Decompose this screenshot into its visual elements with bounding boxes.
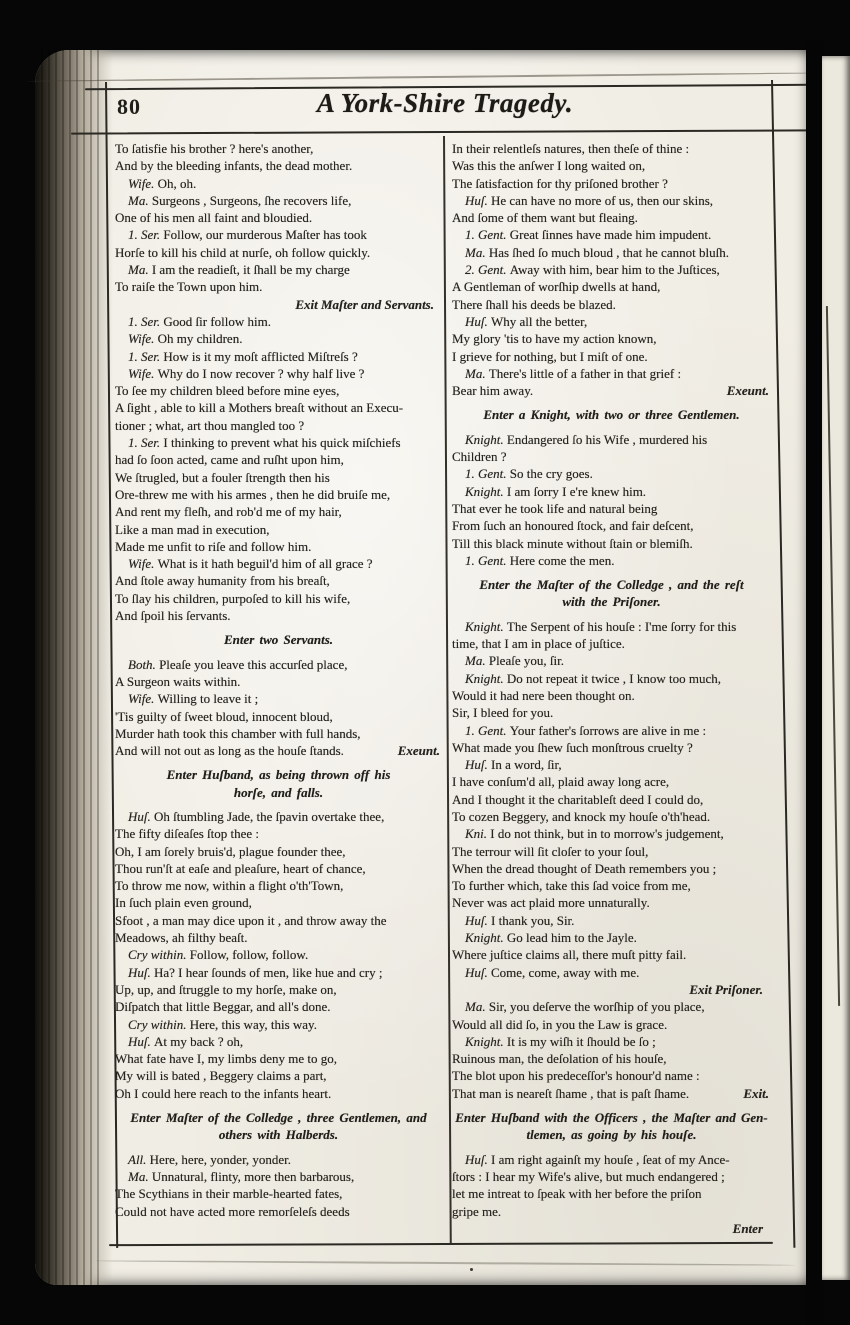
speaker-prefix: Huſ. — [465, 1151, 491, 1167]
stage-direction-line: horſe, and falls. — [233, 784, 324, 800]
speaker-prefix: Ma. — [128, 192, 152, 208]
verse-line: Huſ. Oh ſtumbling Jade, the ſpavin overtake thee, — [128, 808, 385, 824]
verse-line: Huſ. Ha? I hear ſounds of men, like hue and cry ; — [128, 964, 383, 980]
verse-line: Ma. Sir, you deſerve the worſhip of you place, — [465, 999, 705, 1015]
stage-direction-line: Enter Huſband, as being thrown off his — [166, 767, 391, 783]
verse-line: Wife. Willing to leave it ; — [128, 691, 259, 707]
stage-direction-line: others with Halberds. — [218, 1127, 339, 1143]
speaker-prefix: Knight. — [465, 930, 507, 946]
verse-line: Ma. I am the readieſt, it ſhall be my charge — [128, 262, 350, 278]
speaker-prefix: Cry within. — [128, 947, 190, 963]
verse-line: Huſ. At my back ? oh, — [128, 1033, 244, 1049]
verse-line: 'Tis guilty of ſweet bloud, innocent bloud, — [115, 708, 333, 724]
exit-direction-label: Exeunt. — [726, 383, 769, 399]
verse-line: What fate have I, my limbs deny me to go, — [115, 1051, 338, 1067]
verse-line: let me intreat to ſpeak with her before the priſon — [452, 1186, 702, 1202]
verse-line: 1. Ser. How is it my moſt afflicted Miſtreſs ? — [128, 348, 358, 364]
verse-line: Huſ. He can have no more of us, then our skins, — [465, 192, 714, 208]
verse-line: Horſe to kill his child at nurſe, oh follow quickly. — [115, 244, 371, 260]
speaker-prefix: 1. Gent. — [465, 722, 510, 738]
speaker-prefix: Wife. — [128, 365, 158, 381]
stage-direction-line: Enter two Servants. — [223, 632, 334, 648]
verse-line: Knight. Go lead him to the Jayle. — [465, 930, 637, 946]
verse-line: Huſ. Come, come, away with me. — [465, 964, 640, 980]
verse-line: Made me unfit to riſe and follow him. — [115, 538, 312, 554]
verse-line: The Scythians in their marble-hearted fates, — [115, 1186, 343, 1202]
verse-line: Ma. There's little of a father in that grief : — [465, 365, 682, 381]
stage-direction — [115, 766, 442, 801]
verse-line: In their relentleſs natures, then theſe of thine : — [452, 141, 690, 156]
verse-line: The ſatisfaction for thy priſoned brother ? — [452, 175, 668, 191]
verse-line: To ſlay his children, purpoſed to kill his wife, — [115, 590, 351, 606]
verse-line: A Surgeon waits within. — [115, 673, 241, 689]
verse-line: I grieve for nothing, but I miſt of one. — [452, 348, 648, 364]
stage-direction-line: with the Priſoner. — [562, 594, 661, 610]
speaker-prefix: 2. Gent. — [465, 262, 510, 278]
verse-line: To ſee my children bleed before mine eyes, — [115, 383, 340, 399]
speaker-prefix: Knight. — [465, 618, 507, 634]
speaker-prefix: Ma. — [128, 262, 152, 278]
verse-line: Ma. Unnatural, flinty, more then barbarous, — [128, 1168, 355, 1184]
stage-direction — [452, 576, 771, 611]
speaker-prefix: Huſ. — [128, 964, 154, 980]
verse-line: I have conſum'd all, plaid away long acre, — [452, 774, 670, 790]
stage-direction — [115, 631, 442, 648]
verse-line: Exeunt. And will not out as long as the houſe ſtands. — [115, 743, 440, 759]
verse-line: Where juſtice claims all, there muſt pitty fail. — [452, 947, 687, 963]
verse-line: All. Here, here, yonder, yonder. — [128, 1151, 292, 1167]
verse-line: Diſpatch that little Beggar, and all's done. — [115, 999, 331, 1015]
next-page-frame-rule — [826, 306, 840, 1006]
speaker-prefix: Ma. — [128, 1168, 152, 1184]
verse-line: Wife. Oh my children. — [128, 331, 243, 347]
verse-line: And ſpoil his ſervants. — [115, 608, 231, 624]
verse-line: Would it had nere been thought on. — [452, 687, 635, 703]
verse-line: Knight. The Serpent of his houſe : I'me ſorry for this — [465, 618, 737, 634]
verse-line: My glory 'tis to have my action known, — [452, 331, 657, 347]
book-spine-streaks — [41, 50, 99, 1285]
speaker-prefix: 1. Ser. — [128, 227, 164, 243]
speaker-prefix: Wife. — [128, 691, 158, 707]
exit-direction — [115, 296, 442, 313]
stage-direction-line: Enter Maſter of the Colledge , three Gentlemen, and — [130, 1110, 427, 1126]
verse-line: Never was act plaid more unnaturally. — [452, 895, 650, 911]
verse-line: The blot upon his predeceſſor's honour'd name : — [452, 1068, 700, 1084]
speaker-prefix: Wife. — [128, 331, 158, 347]
page-crease-top — [25, 72, 835, 82]
verse-line: Huſ. Why all the better, — [465, 313, 588, 329]
verse-line: Knight. Do not repeat it twice , I know too much, — [465, 670, 721, 686]
verse-line: 1. Gent. Here come the men. — [465, 552, 615, 568]
verse-line: had ſo ſoon acted, came and ruſht upon him, — [115, 452, 344, 468]
right-text-column — [452, 140, 771, 1242]
page-number: 80 — [117, 94, 141, 119]
exit-direction-label: Exit. — [743, 1085, 769, 1101]
speaker-prefix: Knight. — [465, 431, 507, 447]
verse-line: When the dread thought of Death remembers you ; — [452, 860, 717, 876]
header-rule-bottom — [71, 129, 811, 134]
speaker-prefix: Wife. — [128, 556, 158, 572]
verse-line: 1. Gent. Great ſinnes have made him impudent. — [465, 227, 712, 243]
verse-line: Ruinous man, the deſolation of his houſe, — [452, 1051, 667, 1067]
verse-line: 1. Ser. Follow, our murderous Maſter has took — [128, 227, 367, 243]
stage-direction-line: Enter Huſband with the Officers , the Maſter and Gen- — [455, 1110, 768, 1126]
verse-line: Like a man mad in execution, — [115, 521, 270, 537]
verse-line: Knight. Endangered ſo his Wife , murdered his — [465, 431, 708, 447]
verse-line: Kni. I do not think, but in to morrow's judgement, — [465, 826, 724, 842]
verse-line: Knight. It is my wiſh it ſhould be ſo ; — [465, 1033, 656, 1049]
verse-line: And ſtole away humanity from his breaſt, — [115, 573, 330, 589]
verse-line: Thou run'ſt at eaſe and pleaſure, heart of chance, — [115, 860, 366, 876]
verse-line: To raiſe the Town upon him. — [115, 279, 263, 295]
verse-line: Wife. Oh, oh. — [128, 175, 197, 191]
verse-line: Oh, I am ſorely bruis'd, plague founder thee, — [115, 843, 346, 859]
frame-rule-bottom — [109, 1242, 773, 1246]
verse-line: Oh I could here reach to the infants heart. — [115, 1085, 332, 1101]
verse-line: To further which, take this ſad voice from me, — [452, 878, 691, 894]
verse-line: 2. Gent. Away with him, bear him to the Juſtices, — [465, 262, 720, 278]
speaker-prefix: 1. Ser. — [128, 348, 164, 364]
verse-line: A ſight , able to kill a Mothers breaſt without an Execu- — [115, 400, 404, 416]
exit-direction-label: Exit Maſter and Servants. — [295, 296, 434, 312]
verse-line: That ever he took life and natural being — [452, 500, 658, 516]
exit-direction-label: Exit Priſoner. — [689, 981, 763, 997]
verse-line: To throw me now, within a flight o'th'Town, — [115, 878, 344, 894]
stage-direction-line: Enter the Maſter of the Colledge , and the reſt — [479, 577, 744, 593]
speaker-prefix: Huſ. — [465, 757, 491, 773]
verse-line: Exit. That man is neareſt ſhame , that is paſt ſhame. — [452, 1085, 769, 1101]
speaker-prefix: Huſ. — [465, 964, 491, 980]
stage-direction-line: tlemen, as going by his houſe. — [526, 1127, 697, 1143]
verse-line: Till this black minute without ſtain or blemiſh. — [452, 535, 693, 551]
speaker-prefix: 1. Gent. — [465, 466, 510, 482]
verse-line: To ſatisfie his brother ? here's another, — [115, 141, 314, 156]
speaker-prefix: 1. Gent. — [465, 227, 510, 243]
verse-line: Ma. Has ſhed ſo much bloud , that he cannot bluſh. — [465, 244, 729, 260]
frame-rule-right — [771, 80, 795, 1248]
verse-line: Huſ. I thank you, Sir. — [465, 912, 575, 928]
verse-line: Ma. Surgeons , Surgeons, ſhe recovers life, — [128, 192, 352, 208]
verse-line: A Gentleman of worſhip dwells at hand, — [452, 279, 661, 295]
speaker-prefix: Kni. — [465, 826, 491, 842]
stage-direction — [452, 1109, 771, 1144]
verse-line: The terrour will ſit cloſer to your ſoul, — [452, 843, 649, 859]
verse-line: And I thought it the charitableſt deed I could do, — [452, 791, 704, 807]
stage-direction — [115, 1109, 442, 1144]
speaker-prefix: All. — [128, 1151, 150, 1167]
speaker-prefix: Ma. — [465, 365, 489, 381]
speaker-prefix: Ma. — [465, 653, 489, 669]
verse-line: From ſuch an honoured ſtock, and fair deſcent, — [452, 518, 694, 534]
speaker-prefix: Knight. — [465, 670, 507, 686]
speaker-prefix: Cry within. — [128, 1016, 190, 1032]
verse-line: Huſ. In a word, ſir, — [465, 757, 562, 773]
ink-speck — [470, 1268, 473, 1271]
speaker-prefix: Ma. — [465, 999, 489, 1015]
speaker-prefix: 1. Gent. — [465, 552, 510, 568]
verse-line: Cry within. Follow, follow, follow. — [128, 947, 309, 963]
verse-line: Ma. Pleaſe you, ſir. — [465, 653, 564, 669]
verse-line: To cozen Beggery, and knock my houſe o'th'head. — [452, 808, 711, 824]
stage-direction-line: Enter a Knight, with two or three Gentlemen. — [483, 407, 740, 423]
verse-line: 1. Ser. Good ſir follow him. — [128, 313, 271, 329]
verse-line: Knight. I am ſorry I e're knew him. — [465, 483, 647, 499]
verse-line: Wife. Why do I now recover ? why half live ? — [128, 365, 365, 381]
verse-line: Children ? — [452, 449, 507, 465]
left-text-column — [115, 140, 442, 1242]
verse-line: Murder hath took this chamber with full hands, — [115, 725, 361, 741]
verse-line: tioner ; what, art thou mangled too ? — [115, 417, 305, 433]
exit-direction-label: Exeunt. — [397, 743, 440, 759]
verse-line: We ſtrugled, but a fouler ſtrength then his — [115, 469, 330, 485]
verse-line: Huſ. I am right againſt my houſe , ſeat of my Ance- — [465, 1151, 730, 1167]
verse-line: Sir, I bleed for you. — [452, 705, 554, 721]
verse-line: Exeunt. Bear him away. — [452, 383, 769, 399]
speaker-prefix: 1. Ser. — [128, 435, 164, 451]
verse-line: 1. Gent. Your father's ſorrows are alive in me : — [465, 722, 707, 738]
verse-line: time, that I am in place of juſtice. — [452, 636, 625, 652]
speaker-prefix: Ma. — [465, 244, 489, 260]
speaker-prefix: 1. Ser. — [128, 313, 164, 329]
column-divider-rule — [443, 136, 451, 1244]
speaker-prefix: Both. — [128, 656, 160, 672]
page-crease-bottom — [95, 1260, 795, 1266]
verse-line: Up, up, and ſtruggle to my horſe, make on, — [115, 981, 337, 997]
speaker-prefix: Huſ. — [128, 1033, 154, 1049]
verse-line: What made you ſhew ſuch monſtrous cruelty ? — [452, 739, 693, 755]
verse-line: And by the bleeding infants, the dead mother. — [115, 158, 353, 174]
verse-line: There ſhall his deeds be blazed. — [452, 296, 616, 312]
verse-line: Sfoot , a man may dice upon it , and throw away the — [115, 912, 387, 928]
speaker-prefix: Huſ. — [465, 192, 491, 208]
verse-line: One of his men all faint and bloudied. — [115, 210, 313, 226]
speaker-prefix: Knight. — [465, 1033, 507, 1049]
book-page — [35, 50, 810, 1285]
stage-direction — [452, 406, 771, 423]
verse-line: Would all did ſo, in you the Law is grace. — [452, 1016, 668, 1032]
exit-direction — [452, 1220, 771, 1237]
speaker-prefix: Huſ. — [465, 912, 491, 928]
next-page-sliver — [822, 56, 850, 1280]
verse-line: The fifty diſeaſes ſtop thee : — [115, 826, 260, 842]
verse-line: In ſuch plain even ground, — [115, 895, 252, 911]
verse-line: My will is bated , Beggery claims a part, — [115, 1068, 327, 1084]
verse-line: gripe me. — [452, 1203, 502, 1219]
speaker-prefix: Huſ. — [128, 808, 154, 824]
speaker-prefix: Wife. — [128, 175, 158, 191]
speaker-prefix: Knight. — [465, 483, 507, 499]
verse-line: 1. Ser. I thinking to prevent what his quick miſchiefs — [128, 435, 401, 451]
verse-line: Could not have acted more remorſeleſs deeds — [115, 1203, 350, 1219]
verse-line: And ſome of them want but fleaing. — [452, 210, 638, 226]
exit-direction — [452, 981, 771, 998]
verse-line: Meadows, ah filthy beaſt. — [115, 930, 248, 946]
verse-line: Wife. What is it hath beguil'd him of all grace ? — [128, 556, 373, 572]
running-title: A York-Shire Tragedy. — [316, 88, 574, 118]
exit-direction-label: Enter — [732, 1220, 763, 1236]
verse-line: Ore-threw me with his armes , then he did bruiſe me, — [115, 486, 391, 502]
verse-line: And rent my fleſh, and rob'd me of my hair, — [115, 504, 342, 520]
speaker-prefix: Huſ. — [465, 313, 491, 329]
verse-line: Was this the anſwer I long waited on, — [452, 158, 646, 174]
verse-line: ſtors : I hear my Wife's alive, but much endangered ; — [452, 1168, 725, 1184]
verse-line: Both. Pleaſe you leave this accurſed place, — [128, 656, 348, 672]
verse-line: 1. Gent. So the cry goes. — [465, 466, 593, 482]
verse-line: Cry within. Here, this way, this way. — [128, 1016, 317, 1032]
